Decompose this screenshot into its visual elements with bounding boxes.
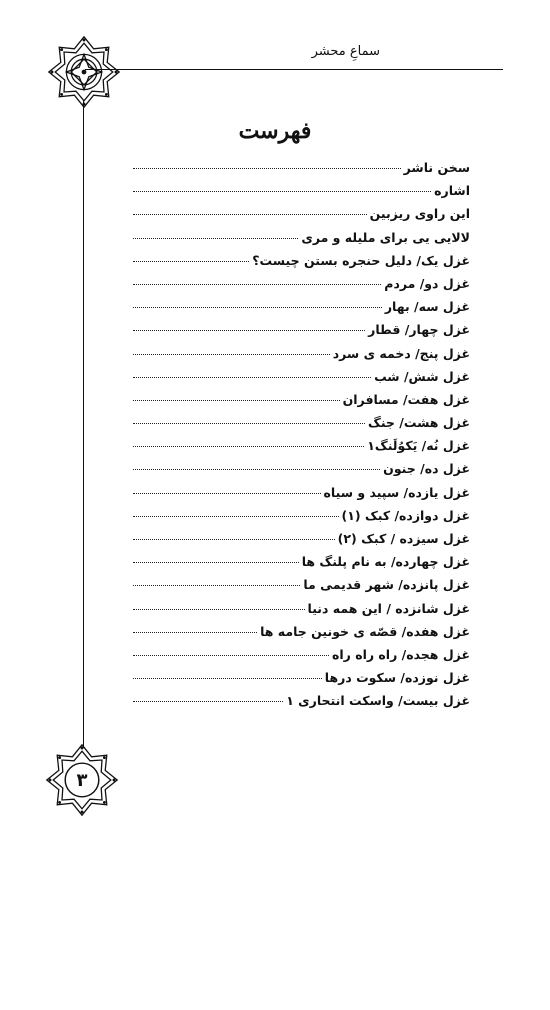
toc-entry-label: غزل پانزده/ شهر قدیمی ما <box>303 577 470 593</box>
toc-entry-label: غزل هجده/ راه راه راه <box>332 646 470 662</box>
toc-entry-label: لالایی یی برای ملیله و مری <box>301 229 470 245</box>
toc-title: فهرست <box>238 118 312 144</box>
toc-entry-label: غزل دو/ مردم <box>384 275 470 291</box>
toc-entry-label: غزل چهارده/ به نام پلنگ ها <box>301 554 470 570</box>
toc-entry-label: اشاره <box>434 183 470 199</box>
toc-entry-label: غزل یازده/ سپید و سیاه <box>323 484 470 500</box>
toc-entry-label: سخن ناشر <box>403 160 470 175</box>
toc-entry-label: غزل چهار/ قطار <box>368 322 470 338</box>
toc-entry-label: این راوی ریزبین <box>369 206 470 222</box>
page-number: ۳ <box>76 769 88 791</box>
toc-entry-label: غزل ده/ جنون <box>383 461 470 477</box>
toc-entry <box>130 693 470 716</box>
toc-entry-label: غزل دوازده/ کبک (۱) <box>341 507 470 523</box>
toc-entry-label: غزل نُه/ یَکوُلَنگ۱ <box>367 438 470 454</box>
toc-entry-label: غزل شانزده / این همه دنیا <box>307 600 470 616</box>
running-head: سماعِ محشر <box>311 44 380 59</box>
toc-entry-label: غزل هشت/ جنگ <box>368 415 470 431</box>
toc-entry-label: غزل یک/ دلیل حنجره بستن چیست؟ <box>252 252 470 268</box>
toc-entry-label: غزل هفده/ قصّه ی خونین جامه ها <box>260 623 470 639</box>
frame-line-top <box>85 69 503 70</box>
toc-entry-page <box>130 160 550 1010</box>
toc-entry-label: غزل سه/ بهار <box>384 299 470 315</box>
toc-entry-label: غزل پنج/ دخمه ی سرد <box>332 345 470 361</box>
toc-entry-label: غزل نوزده/ سکوت درها <box>324 670 470 686</box>
toc-entry-label: غزل سیزده / کبک (۲) <box>337 531 470 546</box>
toc-entry-label: غزل هفت/ مسافران <box>342 391 470 407</box>
toc-entry-label: غزل شش/ شب <box>374 368 470 384</box>
frame-line-left <box>83 100 84 748</box>
toc-entry-label: غزل بیست/ واسکت انتحاری ۱ <box>286 693 470 709</box>
rosette-ornament-icon <box>44 32 124 112</box>
toc-list <box>130 160 470 717</box>
